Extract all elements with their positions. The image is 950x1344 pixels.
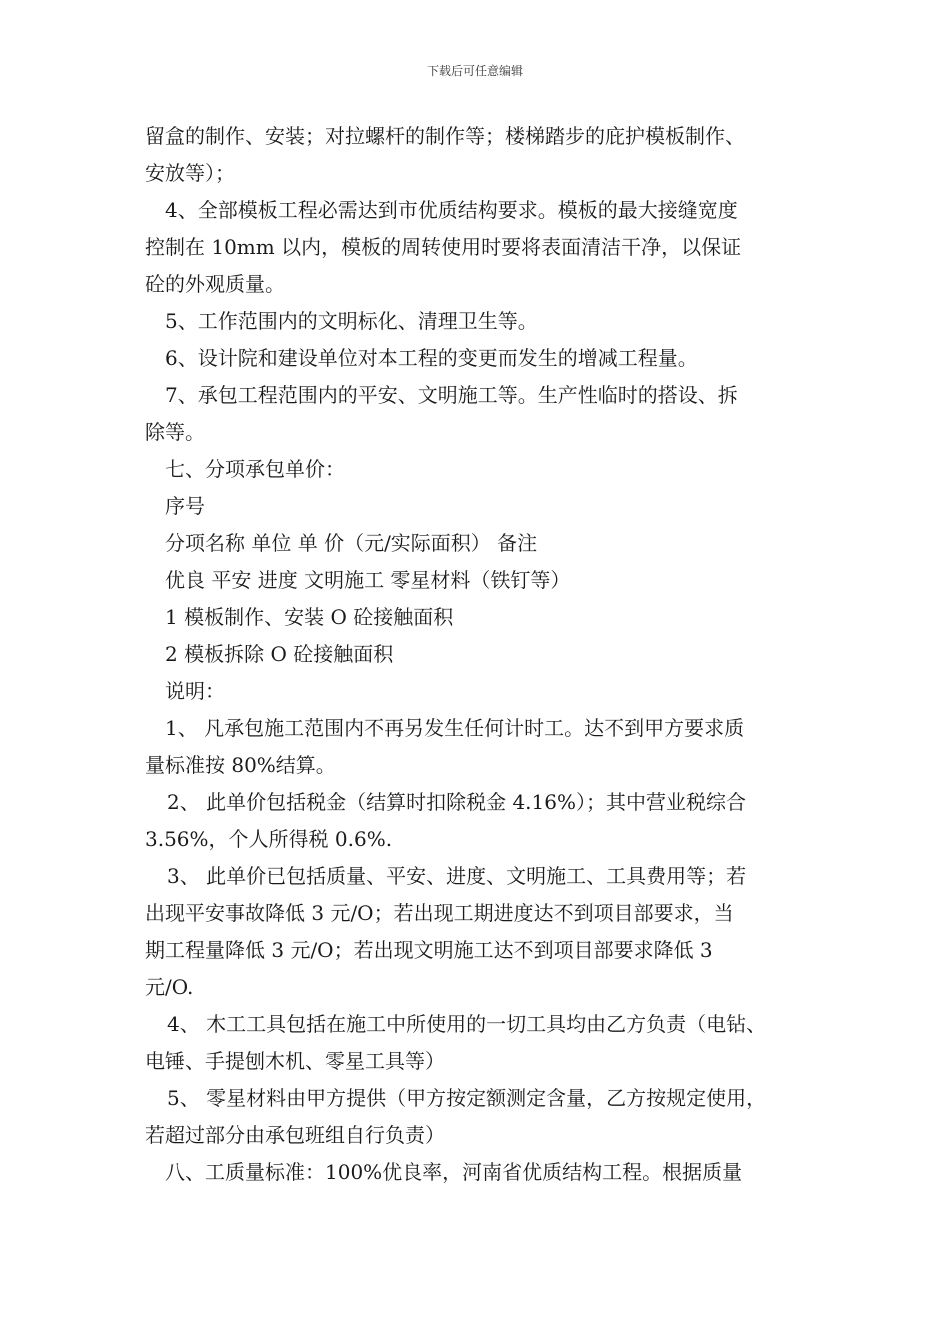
- text-line: 序号: [165, 494, 205, 518]
- text-line: 安放等）；: [145, 161, 235, 185]
- text-line: 除等。: [145, 420, 205, 444]
- section-heading: 八、工质量标准：100%优良率，河南省优质结构工程。根据质量: [165, 1160, 743, 1184]
- text-line: 5、 零星材料由甲方提供（甲方按定额测定含量，乙方按规定使用，: [167, 1086, 767, 1110]
- text-line: 4、 木工工具包括在施工中所使用的一切工具均由乙方负责（电钻、: [167, 1012, 767, 1036]
- text-line: 期工程量降低 3 元/O；若出现文明施工达不到项目部要求降低 3: [145, 938, 713, 962]
- text-line: 元/O.: [145, 975, 194, 999]
- text-line: 1、 凡承包施工范围内不再另发生任何计时工。达不到甲方要求质: [165, 716, 745, 740]
- text-line: 分项名称 单位 单 价（元/实际面积） 备注: [165, 531, 538, 555]
- section-heading: 七、分项承包单价：: [165, 457, 345, 481]
- text-line: 3.56%，个人所得税 0.6%.: [145, 827, 393, 851]
- text-line: 1 模板制作、安装 O 砼接触面积: [165, 605, 454, 629]
- text-line: 7、承包工程范围内的平安、文明施工等。生产性临时的搭设、拆: [165, 383, 738, 407]
- text-line: 2、 此单价包括税金（结算时扣除税金 4.16%）；其中营业税综合: [167, 790, 746, 814]
- text-line: 说明：: [165, 679, 225, 703]
- document-body: [145, 118, 810, 1191]
- text-line: 优良 平安 进度 文明施工 零星材料（铁钉等）: [165, 568, 571, 592]
- text-line: 4、全部模板工程必需达到市优质结构要求。模板的最大接缝宽度: [165, 198, 738, 222]
- page-header: 下载后可任意编辑: [426, 64, 523, 78]
- text-line: 电锤、手提刨木机、零星工具等）: [145, 1049, 445, 1073]
- text-line: 留盒的制作、安装；对拉螺杆的制作等；楼梯踏步的庇护模板制作、: [145, 124, 745, 148]
- text-line: 出现平安事故降低 3 元/O；若出现工期进度达不到项目部要求，当: [145, 901, 734, 925]
- text-line: 若超过部分由承包班组自行负责）: [145, 1123, 445, 1147]
- text-line: 量标准按 80%结算。: [145, 753, 336, 777]
- text-line: 控制在 10mm 以内，模板的周转使用时要将表面清洁干净，以保证: [145, 235, 742, 259]
- text-line: 砼的外观质量。: [145, 272, 285, 296]
- text-line: 5、工作范围内的文明标化、清理卫生等。: [165, 309, 538, 333]
- text-line: 3、 此单价已包括质量、平安、进度、文明施工、工具费用等；若: [167, 864, 747, 888]
- text-line: 2 模板拆除 O 砼接触面积: [165, 642, 394, 666]
- text-line: 6、设计院和建设单位对本工程的变更而发生的增减工程量。: [165, 346, 698, 370]
